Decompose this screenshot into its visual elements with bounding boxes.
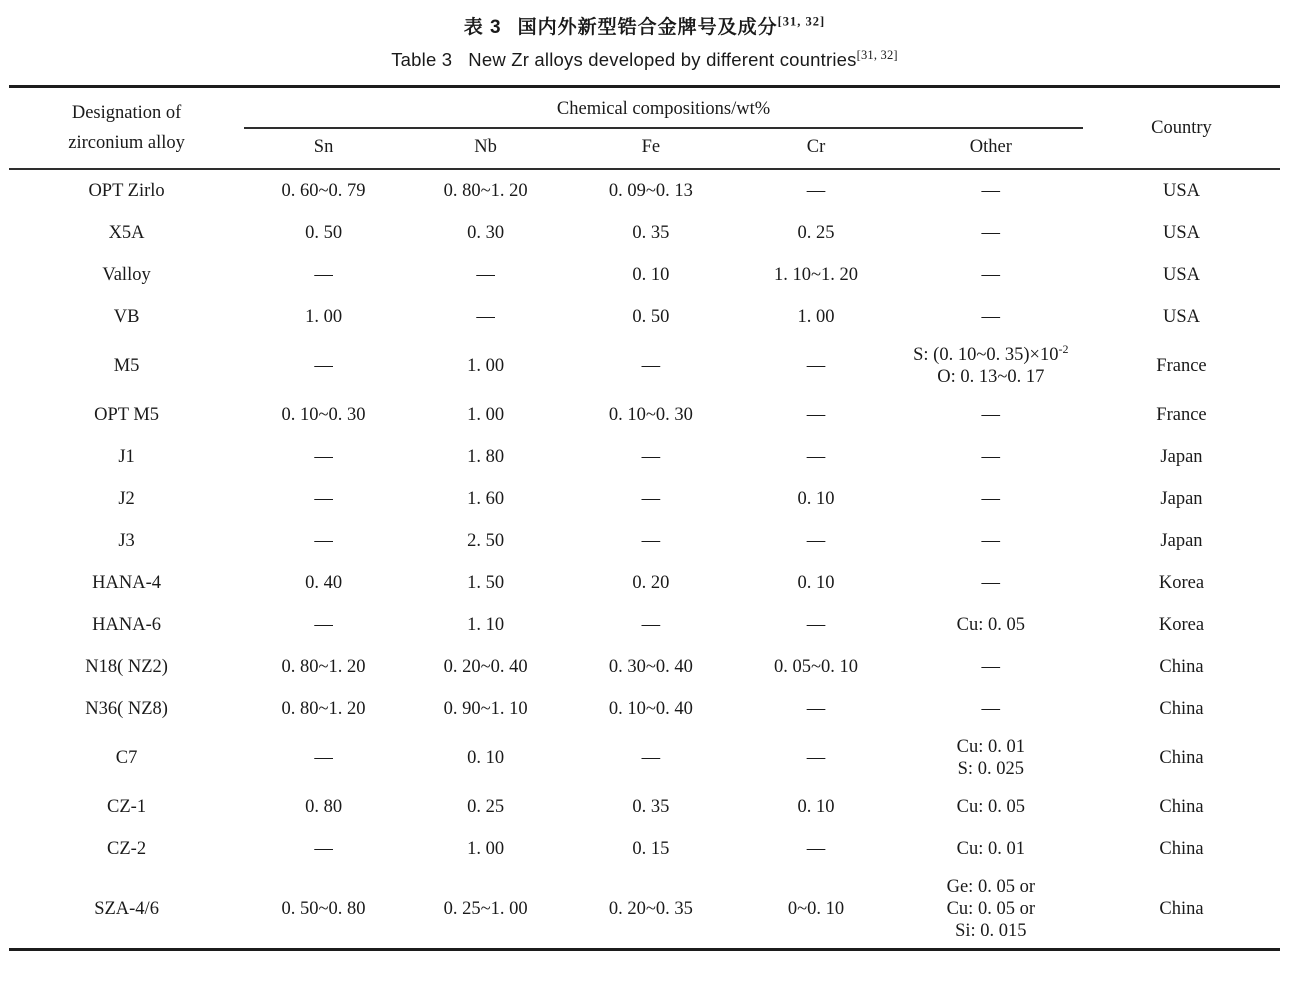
cell-sn: — xyxy=(314,839,333,859)
cell-fe: 0. 35 xyxy=(632,223,670,243)
cell-sn: 0. 80~1. 20 xyxy=(281,657,366,677)
cell-other xyxy=(899,254,1083,296)
cell-nb: 1. 00 xyxy=(467,839,505,859)
cell-other xyxy=(899,646,1083,688)
cell-nb: 0. 10 xyxy=(467,748,505,768)
cell-nb: — xyxy=(476,265,495,285)
cell-sn: 0. 80~1. 20 xyxy=(281,699,366,719)
cell-fe: 0. 30~0. 40 xyxy=(608,657,693,677)
cell-cr: — xyxy=(806,181,826,201)
cell-sn: 0. 50~0. 80 xyxy=(281,899,366,919)
other-composition-line: Ge: 0. 05 or xyxy=(946,877,1035,897)
cell-fe: 0. 10~0. 30 xyxy=(608,405,693,425)
cell-country: China xyxy=(1159,748,1204,768)
cell-alloy-name: N18( NZ2) xyxy=(85,657,168,677)
cell-alloy-name: C7 xyxy=(115,748,138,768)
cell-other xyxy=(899,870,1083,950)
header-cr: Cr xyxy=(733,128,898,169)
cell-other xyxy=(899,688,1083,730)
cell-alloy-name: J3 xyxy=(118,531,135,551)
cell-nb: 1. 50 xyxy=(467,573,505,593)
cell-cr: 1. 10~1. 20 xyxy=(774,265,859,285)
other-composition-line: S: 0. 025 xyxy=(957,759,1024,779)
cell-fe: — xyxy=(641,748,661,768)
header-fe: Fe xyxy=(568,128,733,169)
cell-cr: — xyxy=(806,615,826,635)
cell-sn: — xyxy=(314,265,333,285)
alloy-composition-table xyxy=(9,85,1280,951)
cell-alloy-name: OPT M5 xyxy=(94,405,160,425)
cell-alloy-name: N36( NZ8) xyxy=(85,699,168,719)
cell-other xyxy=(899,562,1083,604)
cell-alloy-name: CZ-1 xyxy=(107,797,147,817)
other-composition-line: Cu: 0. 05 xyxy=(956,615,1025,635)
table-row xyxy=(9,394,1280,436)
cell-other xyxy=(899,394,1083,436)
other-composition-line: — xyxy=(981,657,1001,677)
cell-other xyxy=(899,520,1083,562)
other-composition-line: — xyxy=(981,181,1001,201)
cell-alloy-name: Valloy xyxy=(102,265,151,285)
cell-fe: 0. 20~0. 35 xyxy=(608,899,693,919)
cell-alloy-name: M5 xyxy=(113,356,140,376)
cell-nb: 1. 00 xyxy=(467,356,505,376)
table-row xyxy=(9,254,1280,296)
table-row xyxy=(9,646,1280,688)
cell-alloy-name: X5A xyxy=(108,223,145,243)
table-row xyxy=(9,478,1280,520)
cell-country: China xyxy=(1159,899,1204,919)
cell-sn: — xyxy=(314,447,333,467)
cell-country: France xyxy=(1156,356,1207,376)
cell-country: Japan xyxy=(1160,489,1203,509)
table-row xyxy=(9,436,1280,478)
superscript: -2 xyxy=(1058,341,1069,356)
table-row xyxy=(9,169,1280,212)
table-row xyxy=(9,870,1280,950)
cell-alloy-name: CZ-2 xyxy=(107,839,147,859)
cell-fe: 0. 10 xyxy=(632,265,670,285)
other-composition-line: — xyxy=(981,405,1001,425)
header-country: Country xyxy=(1083,87,1280,170)
table-row xyxy=(9,604,1280,646)
cell-nb: 0. 30 xyxy=(467,223,505,243)
other-composition-line: — xyxy=(981,307,1001,327)
cell-country: USA xyxy=(1162,223,1200,243)
cell-cr: — xyxy=(806,699,826,719)
cell-sn: — xyxy=(314,615,333,635)
cell-alloy-name: J1 xyxy=(118,447,135,467)
cell-other xyxy=(899,436,1083,478)
table-header xyxy=(9,87,1280,170)
cell-nb: 1. 10 xyxy=(467,615,505,635)
cell-cr: 0. 25 xyxy=(797,223,835,243)
cell-nb: 0. 25 xyxy=(467,797,505,817)
cell-sn: — xyxy=(314,356,333,376)
cell-country: China xyxy=(1159,699,1204,719)
cell-sn: 0. 80 xyxy=(305,797,343,817)
cell-fe: 0. 10~0. 40 xyxy=(608,699,693,719)
table-row xyxy=(9,212,1280,254)
other-composition-line: Cu: 0. 01 xyxy=(956,737,1025,757)
cell-country: USA xyxy=(1162,307,1200,327)
header-designation-line2: zirconium alloy xyxy=(68,133,185,153)
header-chemical-compositions: Chemical compositions/wt% xyxy=(244,87,1083,129)
cell-nb: 1. 80 xyxy=(467,447,505,467)
other-composition-line: Cu: 0. 01 xyxy=(956,839,1025,859)
caption-en-reference: [31, 32] xyxy=(856,47,898,62)
cell-fe: — xyxy=(641,531,661,551)
cell-nb: 0. 20~0. 40 xyxy=(443,657,528,677)
cell-country: China xyxy=(1159,839,1204,859)
cell-cr: — xyxy=(806,356,826,376)
cell-cr: — xyxy=(806,405,826,425)
other-composition-line: Cu: 0. 05 or xyxy=(946,899,1035,919)
table-row xyxy=(9,786,1280,828)
cell-sn: 0. 40 xyxy=(305,573,343,593)
cell-alloy-name: OPT Zirlo xyxy=(88,181,165,201)
other-composition-line: — xyxy=(981,223,1001,243)
cell-country: China xyxy=(1159,797,1204,817)
header-nb: Nb xyxy=(403,128,568,169)
other-composition-line: Si: 0. 015 xyxy=(955,921,1027,941)
other-composition-line: S: (0. 10~0. $35)\times 10^{-2}$ xyxy=(913,341,1069,365)
other-composition-line: O: 0. 13~0. 17 xyxy=(937,367,1045,387)
cell-country: USA xyxy=(1162,265,1200,285)
other-composition-line: — xyxy=(981,447,1001,467)
cell-sn: 0. 60~0. 79 xyxy=(281,181,366,201)
cell-cr: — xyxy=(806,531,826,551)
table-row xyxy=(9,520,1280,562)
cell-fe: 0. 20 xyxy=(632,573,670,593)
cell-cr: 1. 00 xyxy=(797,307,835,327)
cell-sn: — xyxy=(314,748,333,768)
cell-alloy-name: SZA-4/6 xyxy=(94,899,159,919)
cell-other xyxy=(899,212,1083,254)
cell-nb: 0. 90~1. 10 xyxy=(443,699,528,719)
cell-sn: — xyxy=(314,531,333,551)
header-designation-line1: Designation of xyxy=(71,103,182,123)
cell-cr: — xyxy=(806,839,826,859)
cell-nb: 2. 50 xyxy=(467,531,505,551)
table-row xyxy=(9,296,1280,338)
other-composition-line: — xyxy=(981,265,1001,285)
cell-other xyxy=(899,169,1083,212)
caption-zh-title: 国内外新型锆合金牌号及成分 xyxy=(517,17,778,38)
cell-fe: 0. 35 xyxy=(632,797,670,817)
cell-fe: — xyxy=(641,489,661,509)
cell-other xyxy=(899,478,1083,520)
cell-sn: — xyxy=(314,489,333,509)
cell-other xyxy=(899,786,1083,828)
cell-fe: — xyxy=(641,615,661,635)
cell-country: USA xyxy=(1162,181,1200,201)
caption-chinese xyxy=(9,12,1280,39)
cell-fe: — xyxy=(641,356,661,376)
cell-cr: 0. 10 xyxy=(797,573,835,593)
cell-nb: 1. 60 xyxy=(467,489,505,509)
cell-country: Japan xyxy=(1160,531,1203,551)
caption-en-title: New Zr alloys developed by different countries xyxy=(468,49,857,70)
cell-cr: — xyxy=(806,748,826,768)
cell-alloy-name: HANA-4 xyxy=(92,573,161,593)
table-row xyxy=(9,730,1280,786)
cell-fe: — xyxy=(641,447,661,467)
cell-nb: — xyxy=(476,307,495,327)
cell-sn: 1. 00 xyxy=(305,307,343,327)
other-composition-line: — xyxy=(981,531,1001,551)
cell-nb: 0. 80~1. 20 xyxy=(443,181,528,201)
table-row xyxy=(9,688,1280,730)
cell-country: Korea xyxy=(1158,573,1205,593)
cell-cr: 0~0. 10 xyxy=(787,899,845,919)
cell-other xyxy=(899,338,1083,394)
header-designation xyxy=(9,87,244,170)
cell-alloy-name: J2 xyxy=(118,489,135,509)
cell-cr: 0. 05~0. 10 xyxy=(774,657,859,677)
caption-zh-label: 表 3 xyxy=(463,17,502,38)
caption-en-label: Table 3 xyxy=(391,49,453,70)
header-other: Other xyxy=(899,128,1083,169)
cell-cr: — xyxy=(806,447,826,467)
cell-alloy-name: VB xyxy=(113,307,140,327)
cell-other xyxy=(899,604,1083,646)
other-composition-line: — xyxy=(981,573,1001,593)
cell-country: Japan xyxy=(1160,447,1203,467)
caption-english xyxy=(9,49,1280,71)
cell-nb: 1. 00 xyxy=(467,405,505,425)
cell-country: Korea xyxy=(1158,615,1205,635)
cell-sn: 0. 10~0. 30 xyxy=(281,405,366,425)
cell-fe: 0. 50 xyxy=(632,307,670,327)
table-row xyxy=(9,562,1280,604)
header-sn: Sn xyxy=(244,128,403,169)
cell-fe: 0. 09~0. 13 xyxy=(608,181,693,201)
cell-country: France xyxy=(1156,405,1207,425)
cell-fe: 0. 15 xyxy=(632,839,670,859)
other-composition-line: — xyxy=(981,489,1001,509)
cell-country: China xyxy=(1159,657,1204,677)
table-body xyxy=(9,169,1280,950)
other-composition-line: — xyxy=(981,699,1001,719)
other-composition-line: Cu: 0. 05 xyxy=(956,797,1025,817)
cell-cr: 0. 10 xyxy=(797,489,835,509)
cell-nb: 0. 25~1. 00 xyxy=(443,899,528,919)
caption-zh-reference: [31, 32] xyxy=(777,14,826,29)
table-row xyxy=(9,828,1280,870)
cell-alloy-name: HANA-6 xyxy=(92,615,161,635)
cell-other xyxy=(899,730,1083,786)
cell-other xyxy=(899,828,1083,870)
cell-cr: 0. 10 xyxy=(797,797,835,817)
cell-other xyxy=(899,296,1083,338)
cell-sn: 0. 50 xyxy=(305,223,343,243)
table-row xyxy=(9,338,1280,394)
